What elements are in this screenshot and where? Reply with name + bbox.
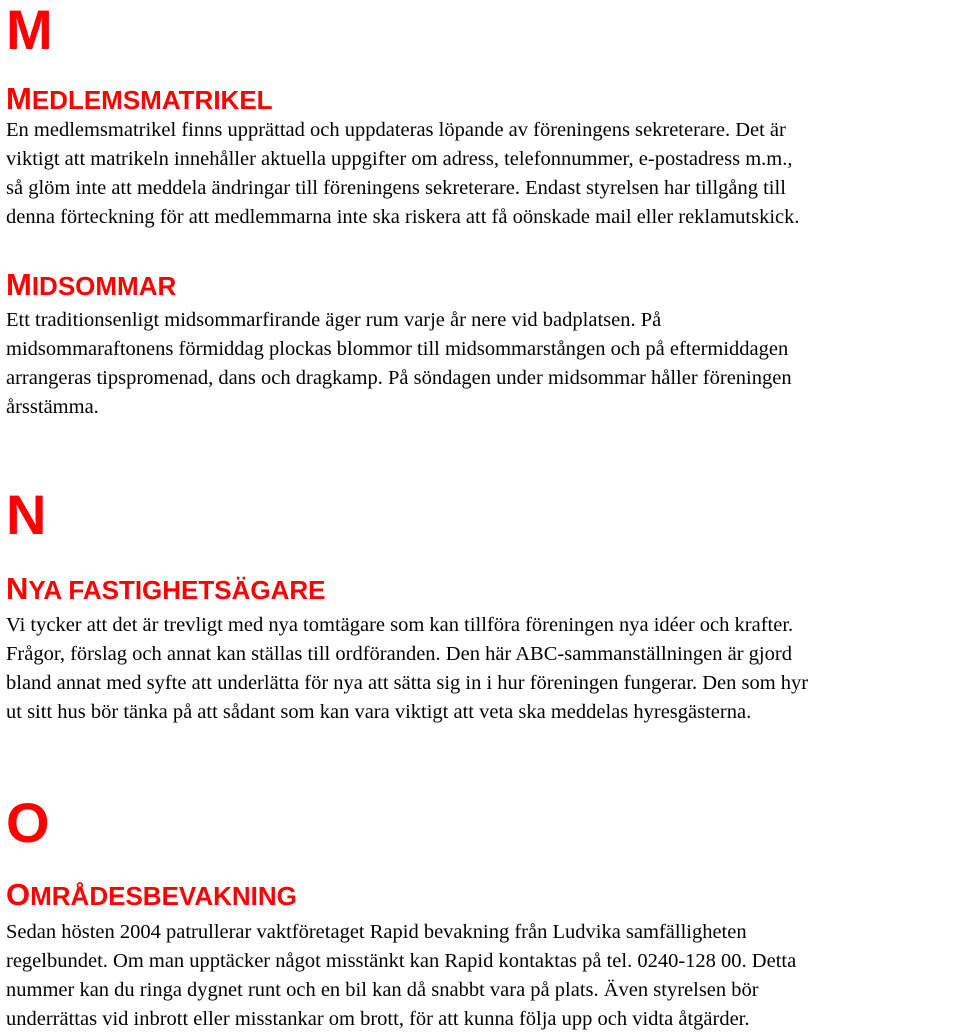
paragraph-line: så glöm inte att meddela ändringar till föreningens sekreterare. Endast styrelsen har tillgång till <box>6 177 786 199</box>
paragraph-line: arrangeras tipspromenad, dans och dragkamp. På söndagen under midsommar håller föreningen <box>6 367 792 389</box>
heading-initial: O <box>6 877 31 912</box>
paragraph-line: Sedan hösten 2004 patrullerar vaktföretaget Rapid bevakning från Ludvika samfälligheten <box>6 921 747 943</box>
heading-text: EDLEMSMATRIKEL <box>31 85 273 115</box>
heading-text: IDSOMMAR <box>31 271 177 301</box>
paragraph-line: Frågor, förslag och annat kan ställas till ordföranden. Den här ABC-sammanställningen är gjord <box>6 643 792 665</box>
paragraph-line: regelbundet. Om man upptäcker något misstänkt kan Rapid kontaktas på tel. 0240-128 00. Detta <box>6 950 797 972</box>
paragraph-line: bland annat med syfte att underlätta för nya att sätta sig in i hur föreningen fungerar. Den som hyr <box>6 672 809 694</box>
paragraph-line: Vi tycker att det är trevligt med nya tomtägare som kan tillföra föreningen nya idéer och krafter. <box>6 614 794 636</box>
paragraph-line: denna förteckning för att medlemmarna inte ska riskera att få oönskade mail eller reklamutskick. <box>6 206 800 228</box>
heading-text: MRÅDESBEVAKNING <box>30 881 297 911</box>
heading-nya-fastighetsagare <box>6 571 326 606</box>
paragraph-nya-fastighetsagare <box>6 611 808 727</box>
heading-initial: M <box>6 81 32 116</box>
paragraph-line: underrättas vid inbrott eller misstankar om brott, för att kunna följa upp och vidta åtgärder. <box>6 1008 750 1030</box>
heading-initial: M <box>6 267 32 302</box>
paragraph-omradesbevakning <box>6 918 796 1034</box>
paragraph-line: Ett traditionsenligt midsommarfirande äger rum varje år nere vid badplatsen. På <box>6 309 662 331</box>
paragraph-line: midsommaraftonens förmiddag plockas blommor till midsommarstången och på eftermiddagen <box>6 338 789 360</box>
paragraph-medlemsmatrikel <box>6 116 800 232</box>
paragraph-line: nummer kan du ringa dygnet runt och en bil kan då snabbt vara på plats. Även styrelsen bör <box>6 979 759 1001</box>
paragraph-line: ut sitt hus bör tänka på att sådant som kan vara viktigt att veta ska meddelas hyresgästerna. <box>6 701 752 723</box>
heading-midsommar <box>6 267 177 302</box>
paragraph-line: årsstämma. <box>6 396 99 418</box>
paragraph-line: viktigt att matrikeln innehåller aktuella uppgifter om adress, telefonnummer, e-postadress m.m., <box>6 148 793 170</box>
paragraph-midsommar <box>6 306 792 422</box>
paragraph-line: En medlemsmatrikel finns upprättad och uppdateras löpande av föreningens sekreterare. Det är <box>6 119 786 141</box>
heading-text: YA FASTIGHETSÄGARE <box>28 575 326 605</box>
heading-omradesbevakning <box>6 877 297 912</box>
heading-medlemsmatrikel <box>6 81 273 116</box>
section-letter-o: O <box>6 791 50 854</box>
section-letter-n: N <box>6 483 47 546</box>
section-letter-m: M <box>6 0 53 61</box>
heading-initial: N <box>6 571 29 606</box>
